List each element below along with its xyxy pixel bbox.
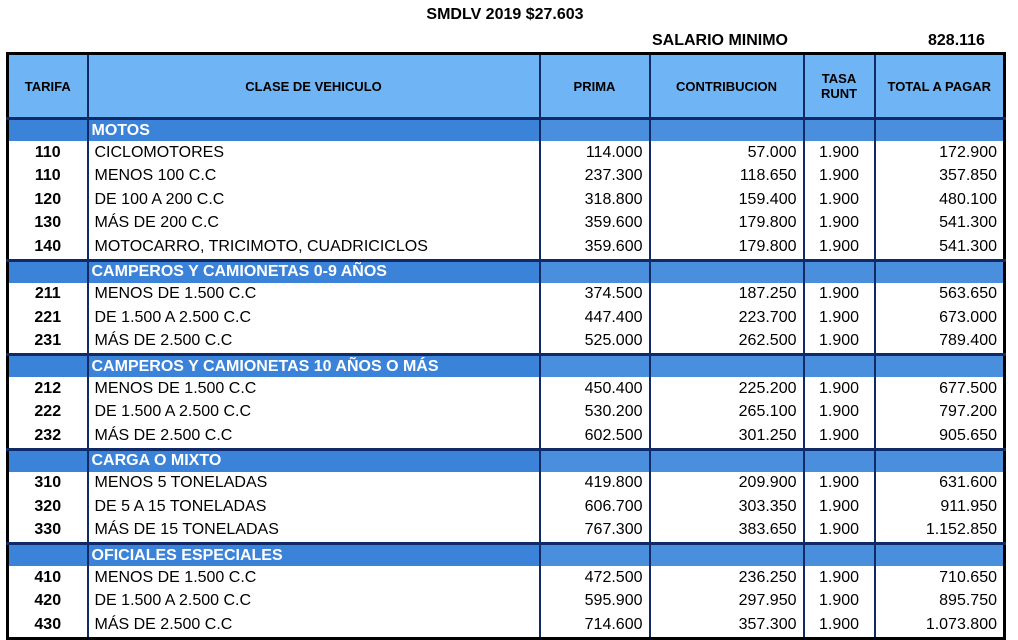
total-a-pagar-cell: 797.200: [875, 401, 1005, 425]
tarifa-cell: 120: [8, 188, 88, 212]
section-title: CAMPEROS Y CAMIONETAS 10 AÑOS O MÁS: [88, 355, 540, 378]
section-header-cell: [804, 260, 875, 283]
section-header-cell: [804, 355, 875, 378]
clase-vehiculo-cell: MOTOCARRO, TRICIMOTO, CUADRICICLOS: [88, 235, 540, 260]
contribucion-cell: 301.250: [650, 424, 804, 449]
prima-cell: 237.300: [540, 165, 650, 189]
tarifa-cell: 320: [8, 495, 88, 519]
prima-cell: 318.800: [540, 188, 650, 212]
table-row: [8, 377, 1005, 401]
section-title: CAMPEROS Y CAMIONETAS 0-9 AÑOS: [88, 260, 540, 283]
section-header-cell: [540, 449, 650, 472]
table-row: [8, 590, 1005, 614]
contribucion-cell: 187.250: [650, 283, 804, 307]
clase-vehiculo-cell: DE 100 A 200 C.C: [88, 188, 540, 212]
table-row: [8, 188, 1005, 212]
section-header-cell: [875, 260, 1005, 283]
header-contribucion: CONTRIBUCION: [650, 54, 804, 119]
clase-vehiculo-cell: MENOS DE 1.500 C.C: [88, 566, 540, 590]
table-row: [8, 613, 1005, 638]
total-a-pagar-cell: 677.500: [875, 377, 1005, 401]
tasa-runt-cell: 1.900: [804, 424, 875, 449]
tasa-runt-cell: 1.900: [804, 283, 875, 307]
tasa-runt-cell: 1.900: [804, 306, 875, 330]
tasa-runt-cell: 1.900: [804, 141, 875, 165]
contribucion-cell: 57.000: [650, 141, 804, 165]
clase-vehiculo-cell: DE 1.500 A 2.500 C.C: [88, 401, 540, 425]
total-a-pagar-cell: 673.000: [875, 306, 1005, 330]
table-header: [8, 54, 1005, 119]
tarifas-table: [6, 52, 1006, 640]
tasa-runt-cell: 1.900: [804, 401, 875, 425]
clase-vehiculo-cell: MÁS DE 2.500 C.C: [88, 330, 540, 355]
section-header-cell: [540, 544, 650, 567]
total-a-pagar-cell: 357.850: [875, 165, 1005, 189]
prima-cell: 595.900: [540, 590, 650, 614]
clase-vehiculo-cell: DE 1.500 A 2.500 C.C: [88, 306, 540, 330]
section-header-cell: [875, 544, 1005, 567]
section-header-cell: [650, 119, 804, 142]
table-row: [8, 424, 1005, 449]
table-row: [8, 141, 1005, 165]
prima-cell: 767.300: [540, 519, 650, 544]
section-header-cell: [804, 119, 875, 142]
contribucion-cell: 209.900: [650, 472, 804, 496]
section-header-cell: [540, 355, 650, 378]
tasa-runt-cell: 1.900: [804, 495, 875, 519]
tarifa-cell: 221: [8, 306, 88, 330]
section-header-cell: [650, 355, 804, 378]
salario-minimo-value: 828.116: [928, 32, 985, 49]
total-a-pagar-cell: 1.073.800: [875, 613, 1005, 638]
document-title: SMDLV 2019 $27.603: [426, 6, 584, 23]
prima-cell: 374.500: [540, 283, 650, 307]
section-header-row: [8, 260, 1005, 283]
section-header-row: [8, 449, 1005, 472]
table-row: [8, 519, 1005, 544]
section-title: OFICIALES ESPECIALES: [88, 544, 540, 567]
total-a-pagar-cell: 172.900: [875, 141, 1005, 165]
prima-cell: 359.600: [540, 235, 650, 260]
clase-vehiculo-cell: DE 5 A 15 TONELADAS: [88, 495, 540, 519]
total-a-pagar-cell: 1.152.850: [875, 519, 1005, 544]
section-header-cell: [540, 260, 650, 283]
tasa-runt-cell: 1.900: [804, 519, 875, 544]
tasa-runt-cell: 1.900: [804, 235, 875, 260]
total-a-pagar-cell: 541.300: [875, 235, 1005, 260]
contribucion-cell: 383.650: [650, 519, 804, 544]
clase-vehiculo-cell: MÁS DE 2.500 C.C: [88, 424, 540, 449]
section-header-cell: [875, 449, 1005, 472]
section-header-cell: [650, 449, 804, 472]
tarifa-cell: 130: [8, 212, 88, 236]
contribucion-cell: 262.500: [650, 330, 804, 355]
table-row: [8, 306, 1005, 330]
prima-cell: 359.600: [540, 212, 650, 236]
total-a-pagar-cell: 563.650: [875, 283, 1005, 307]
clase-vehiculo-cell: MENOS 100 C.C: [88, 165, 540, 189]
section-header-cell: [804, 449, 875, 472]
tasa-runt-cell: 1.900: [804, 188, 875, 212]
section-title: MOTOS: [88, 119, 540, 142]
clase-vehiculo-cell: MENOS 5 TONELADAS: [88, 472, 540, 496]
tarifa-cell: 310: [8, 472, 88, 496]
prima-cell: 606.700: [540, 495, 650, 519]
contribucion-cell: 297.950: [650, 590, 804, 614]
total-a-pagar-cell: 895.750: [875, 590, 1005, 614]
tarifa-cell: 110: [8, 165, 88, 189]
total-a-pagar-cell: 911.950: [875, 495, 1005, 519]
tarifa-cell: 430: [8, 613, 88, 638]
table-row: [8, 401, 1005, 425]
contribucion-cell: 236.250: [650, 566, 804, 590]
section-header-cell: [804, 544, 875, 567]
prima-cell: 525.000: [540, 330, 650, 355]
header-total-a-pagar: TOTAL A PAGAR: [875, 54, 1005, 119]
contribucion-cell: 303.350: [650, 495, 804, 519]
header-tarifa: TARIFA: [8, 54, 88, 119]
prima-cell: 602.500: [540, 424, 650, 449]
table-row: [8, 235, 1005, 260]
tarifa-cell: 420: [8, 590, 88, 614]
clase-vehiculo-cell: MÁS DE 2.500 C.C: [88, 613, 540, 638]
total-a-pagar-cell: 710.650: [875, 566, 1005, 590]
clase-vehiculo-cell: MENOS DE 1.500 C.C: [88, 377, 540, 401]
table-row: [8, 566, 1005, 590]
prima-cell: 419.800: [540, 472, 650, 496]
tasa-runt-cell: 1.900: [804, 165, 875, 189]
tarifa-cell: 140: [8, 235, 88, 260]
prima-cell: 472.500: [540, 566, 650, 590]
contribucion-cell: 357.300: [650, 613, 804, 638]
clase-vehiculo-cell: MÁS DE 200 C.C: [88, 212, 540, 236]
section-header-cell: [650, 544, 804, 567]
tarifa-cell: 110: [8, 141, 88, 165]
section-header-cell: [650, 260, 804, 283]
section-header-cell: [8, 544, 88, 567]
contribucion-cell: 159.400: [650, 188, 804, 212]
salario-minimo-label: SALARIO MINIMO: [652, 32, 788, 49]
contribucion-cell: 225.200: [650, 377, 804, 401]
tarifa-cell: 211: [8, 283, 88, 307]
table-body: [8, 119, 1005, 639]
tasa-runt-cell: 1.900: [804, 566, 875, 590]
total-a-pagar-cell: 631.600: [875, 472, 1005, 496]
table-row: [8, 495, 1005, 519]
section-header-row: [8, 355, 1005, 378]
total-a-pagar-cell: 789.400: [875, 330, 1005, 355]
table-row: [8, 330, 1005, 355]
contribucion-cell: 118.650: [650, 165, 804, 189]
clase-vehiculo-cell: DE 1.500 A 2.500 C.C: [88, 590, 540, 614]
total-a-pagar-cell: 541.300: [875, 212, 1005, 236]
total-a-pagar-cell: 480.100: [875, 188, 1005, 212]
tasa-runt-cell: 1.900: [804, 472, 875, 496]
tasa-runt-cell: 1.900: [804, 330, 875, 355]
section-header-cell: [875, 355, 1005, 378]
prima-cell: 447.400: [540, 306, 650, 330]
section-header-cell: [8, 355, 88, 378]
tarifa-cell: 232: [8, 424, 88, 449]
tarifa-cell: 212: [8, 377, 88, 401]
table-row: [8, 283, 1005, 307]
prima-cell: 450.400: [540, 377, 650, 401]
contribucion-cell: 179.800: [650, 235, 804, 260]
prima-cell: 114.000: [540, 141, 650, 165]
section-header-row: [8, 544, 1005, 567]
tarifa-cell: 231: [8, 330, 88, 355]
section-header-row: [8, 119, 1005, 142]
section-title: CARGA O MIXTO: [88, 449, 540, 472]
contribucion-cell: 265.100: [650, 401, 804, 425]
header-prima: PRIMA: [540, 54, 650, 119]
section-header-cell: [8, 449, 88, 472]
clase-vehiculo-cell: MENOS DE 1.500 C.C: [88, 283, 540, 307]
contribucion-cell: 179.800: [650, 212, 804, 236]
tasa-runt-cell: 1.900: [804, 377, 875, 401]
tasa-runt-cell: 1.900: [804, 590, 875, 614]
section-header-cell: [8, 260, 88, 283]
tasa-runt-cell: 1.900: [804, 212, 875, 236]
prima-cell: 530.200: [540, 401, 650, 425]
clase-vehiculo-cell: CICLOMOTORES: [88, 141, 540, 165]
table-row: [8, 472, 1005, 496]
prima-cell: 714.600: [540, 613, 650, 638]
header-tasa-runt: TASA RUNT: [804, 54, 875, 119]
tasa-runt-cell: 1.900: [804, 613, 875, 638]
clase-vehiculo-cell: MÁS DE 15 TONELADAS: [88, 519, 540, 544]
section-header-cell: [8, 119, 88, 142]
tarifa-cell: 222: [8, 401, 88, 425]
section-header-cell: [540, 119, 650, 142]
section-header-cell: [875, 119, 1005, 142]
contribucion-cell: 223.700: [650, 306, 804, 330]
table-row: [8, 212, 1005, 236]
header-clase-vehiculo: CLASE DE VEHICULO: [88, 54, 540, 119]
total-a-pagar-cell: 905.650: [875, 424, 1005, 449]
tarifa-cell: 330: [8, 519, 88, 544]
tarifa-cell: 410: [8, 566, 88, 590]
table-row: [8, 165, 1005, 189]
